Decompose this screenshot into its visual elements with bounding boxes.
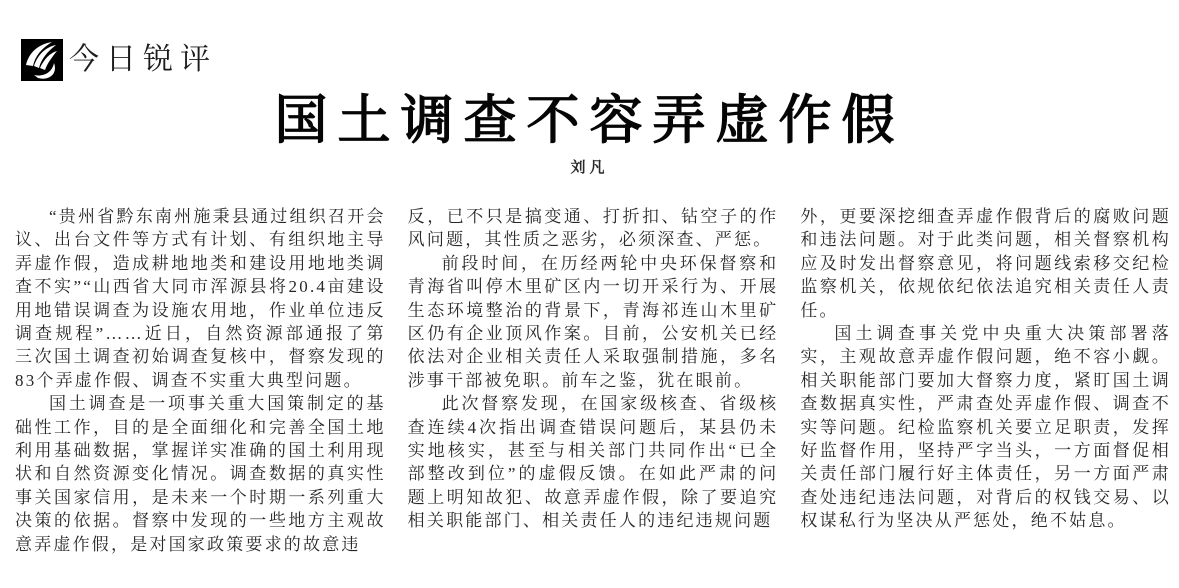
article-paragraph: 国土调查是一项事关重大国策制定的基础性工作，目的是全面细化和完善全国土地利用基础数据，掌握详实准确的国土利用现状和自然资源变化情况。调查数据的真实性事关国家信用，是未来一个时期一系列重大决策的依据。督察中发现的一些地方主观故意弄虚作假，是对国家政策要求的故意违	[15, 394, 386, 554]
article-title: 国土调查不容弄虚作假	[274, 92, 905, 150]
article-paragraph: 国土调查事关党中央重大决策部署落实，主观故意弄虚作假问题，绝不容小觑。相关职能部门要加大督察力度，紧盯国土调查数据真实性，严肃查处弄虚作假、调查不实等问题。纪检监察机关要立足职责，发挥好监督作用，坚持严字当头，一方面督促相关责任部门履行好主体责任，另一方面严肃查处违纪违法问题，对背后的权钱交易、以权谋私行为坚决从严惩处，绝不姑息。	[800, 324, 1172, 531]
article-column-3	[800, 205, 1171, 556]
article-author: 刘凡	[570, 160, 609, 176]
article-column-1	[15, 205, 386, 556]
wing-crescent-logo-icon	[21, 39, 63, 81]
article-paragraph: 外，更要深挖细查弄虚作假背后的腐败问题和违法问题。对于此类问题，相关督察机构应及时发出督察意见，将问题线索移交纪检监察机关，依规依纪依法追究相关责任人责任。	[800, 207, 1172, 320]
article-column-2	[408, 205, 779, 556]
article-body	[15, 205, 1171, 556]
article-paragraph: 反，已不只是搞变通、打折扣、钻空子的作风问题，其性质之恶劣，必须深查、严惩。	[407, 207, 779, 250]
article-paragraph: 此次督察发现，在国家级核查、省级核查连续4次指出调查错误问题后，某县仍未实地核实，甚至与相关部门共同作出“已全部整改到位”的虚假反馈。在如此严肃的问题上明知故犯、故意弄虚作假，除了要追究相关职能部门、相关责任人的违纪违规问题	[407, 394, 779, 531]
article-paragraph: 前段时间，在历经两轮中央环保督察和青海省叫停木里矿区内一切开采行为、开展生态环境整治的背景下，青海祁连山木里矿区仍有企业顶风作案。目前，公安机关已经依法对企业相关责任人采取强制措施，多名涉事干部被免职。前车之鉴，犹在眼前。	[407, 253, 779, 390]
article-paragraph: “贵州省黔东南州施秉县通过组织召开会议、出台文件等方式有计划、有组织地主导弄虚作假，造成耕地地类和建设用地地类调查不实”“山西省大同市浑源县将20.4亩建设用地错误调查为设施农用地，作业单位违反调查规程”……近日，自然资源部通报了第三次国土调查初始调查复核中，督察发现的83个弄虚作假、调查不实重大典型问题。	[15, 207, 386, 390]
section-masthead	[21, 39, 217, 81]
section-label: 今日锐评	[69, 43, 217, 76]
